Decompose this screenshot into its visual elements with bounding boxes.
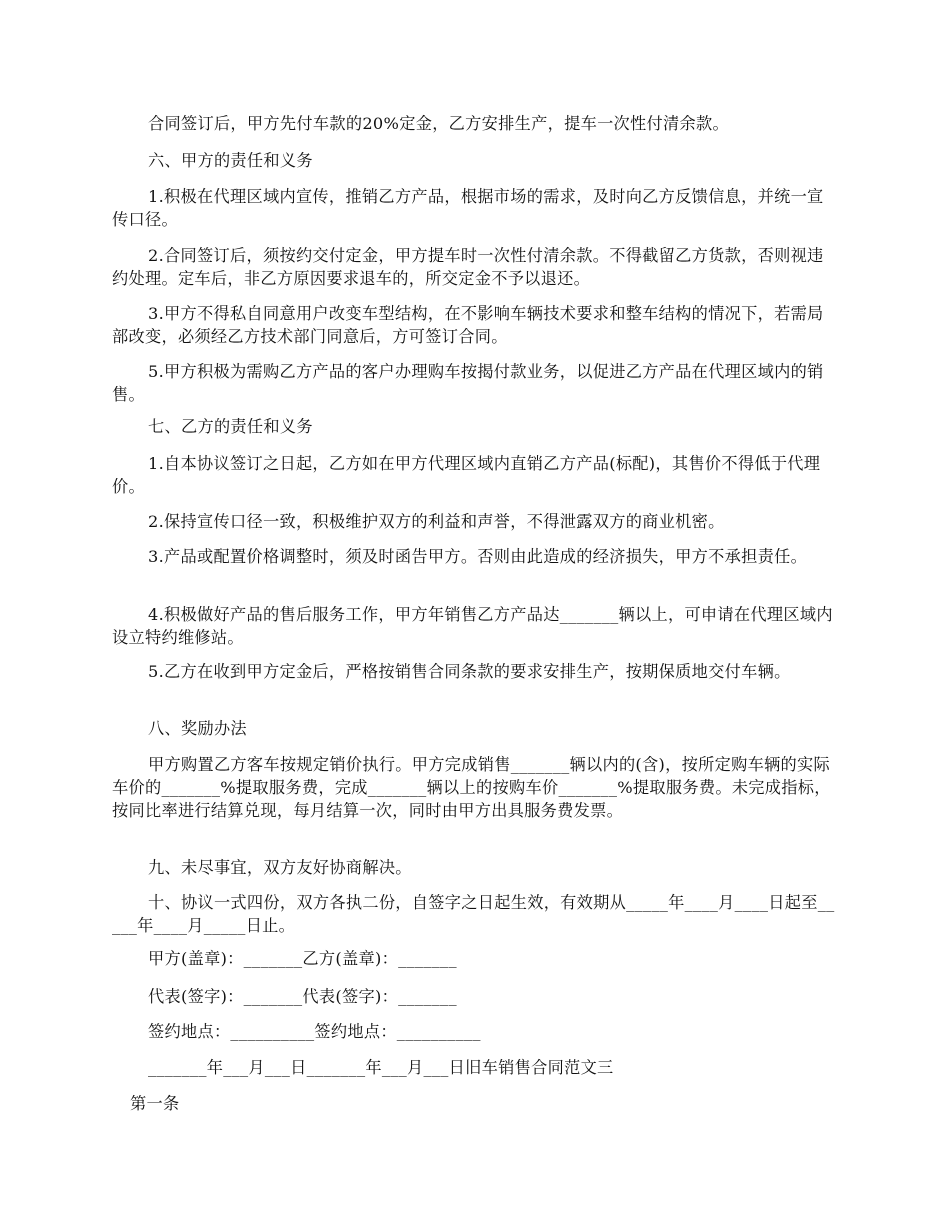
signature-representative-line: 代表(签字)：_______代表(签字)：_______ [148,987,457,1006]
paragraph-party-a-duty-3: 3.甲方不得私自同意用户改变车型结构，在不影响车辆技术要求和整车结构的情况下，若需局部改变，必须经乙方技术部门同意后，方可签订合同。 [112,304,824,346]
paragraph-party-b-duty-1: 1.自本协议签订之日起，乙方如在甲方代理区域内直销乙方产品(标配)，其售价不得低于代理价。 [112,454,821,496]
paragraph-party-a-duty-5: 5.甲方积极为需购乙方产品的客户办理购车按揭付款业务，以促进乙方产品在代理区域内的销售。 [112,362,824,404]
paragraph-deposit-terms: 合同签订后，甲方先付车款的20%定金，乙方安排生产，提车一次性付清余款。 [148,114,729,133]
signature-seal-line: 甲方(盖章)：_______乙方(盖章)：_______ [148,949,457,968]
paragraph-section-9: 九、未尽事宜，双方友好协商解决。 [148,858,412,877]
section-heading-party-a-duties: 六、甲方的责任和义务 [148,151,313,170]
paragraph-party-b-duty-2: 2.保持宣传口径一致，积极维护双方的利益和声誉，不得泄露双方的商业机密。 [148,512,725,531]
section-heading-party-b-duties: 七、乙方的责任和义务 [148,417,313,436]
paragraph-party-b-duty-5: 5.乙方在收到甲方定金后，严格按销售合同条款的要求安排生产，按期保质地交付车辆。 [148,662,791,681]
paragraph-rewards: 甲方购置乙方客车按规定销价执行。甲方完成销售_______辆以内的(含)，按所定购车辆的实际车价的_______%提取服务费，完成_______辆以上的按购车价_______%提取服务费。未完成指标，按同比率进行结算兑现，每月结算一次，同时由甲方出具服务费发票。 [112,755,831,820]
paragraph-party-a-duty-2: 2.合同签订后，须按约交付定金，甲方提车时一次性付清余款。不得截留乙方货款，否则视违约处理。定车后，非乙方原因要求退车的，所交定金不予以退还。 [112,246,824,288]
paragraph-section-10: 十、协议一式四份，双方各执二份，自签字之日起生效，有效期从_____年____月____日起至_____年____月_____日止。 [112,893,835,935]
section-heading-rewards: 八、奖励办法 [148,719,247,738]
signature-date-line: _______年___月___日_______年___月___日旧车销售合同范文三 [148,1058,614,1077]
signature-location-line: 签约地点：__________签约地点：__________ [148,1022,481,1041]
article-one-heading: 第一条 [130,1094,180,1113]
paragraph-party-b-duty-3: 3.产品或配置价格调整时，须及时函告甲方。否则由此造成的经济损失，甲方不承担责任。 [148,547,808,566]
paragraph-party-b-duty-4: 4.积极做好产品的售后服务工作，甲方年销售乙方产品达_______辆以上，可申请在代理区域内设立特约维修站。 [112,605,833,647]
paragraph-party-a-duty-1: 1.积极在代理区域内宣传，推销乙方产品，根据市场的需求，及时向乙方反馈信息，并统一宣传口径。 [112,187,824,229]
